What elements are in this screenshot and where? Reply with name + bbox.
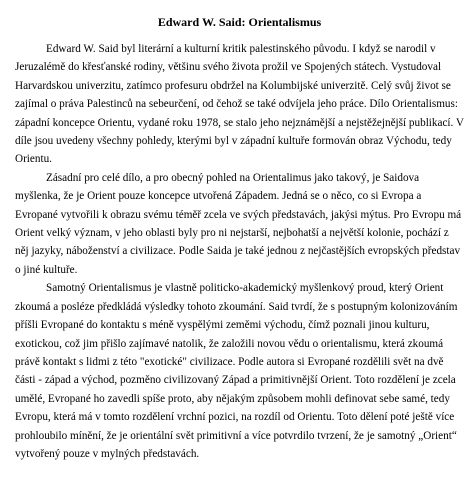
paragraph-1: Edward W. Said byl literární a kulturní kritik palestinského původu. I když se narodil v Jeruzalémě do křesťanské rodiny, většinu svého života prožil ve Spojených státech. Vystudoval Harvardskou univerzitu, zatímco profesuru obdržel na Kolumbijské univerzitě. Celý svůj život se zajímal o práva Palestinců na sebeurčení, od čehož se také odvíjela jeho práce. Dílo Orientalismus: západní koncepce Orientu, vydané roku 1978, se stalo jeho nejznámější a nejstěžejnější publikací. V díle jsou uvedeny všechny pohledy, kterými byl v západní kultuře formován obraz Východu, tedy Orientu.: [15, 43, 464, 166]
document-title: Edward W. Said: Orientalismus: [157, 15, 322, 29]
paragraph-3: Samotný Orientalismus je vlastně politicko-akademický myšlenkový proud, který Orient zkoumá a posléze předkládá výsledky tohoto zkoumání. Said tvrdí, že s postupným kolonizováním příšli Evropané do kontaktu s méně vyspělými zeměmi východu, čímž poznali jinou kulturu, exotickou, což jim přišlo zajímavé natolik, že založili novou vědu o orientalismu, která zkoumá právě kontakt s lidmi z této "exotické" civilizace. Podle autora si Evropané rozdělili svět na dvě části - západ a východ, pozměno civilizovaný Západ a primitivnější Orient. Toto rozdělení je zcela umělé, Evropané ho zavedli spíše proto, aby nějakým způsobem mohli definovat sebe samé, tedy Evropu, která má v tomto rozdělení vrchní pozici, na rozdíl od Orientu. Toto dělení poté ještě více prohloubilo mínění, že je orientální svět primitivní a více potvrdilo tvrzení, že je samotný „Orient“ vytvořený pouze v mylných představách.: [15, 282, 458, 460]
paragraph-2: Zásadní pro celé dílo, a pro obecný pohled na Orientalimus jako takový, je Saidova myšlenka, že je Orient pouze koncepce utvořená Západem. Jedná se o něco, co si Evropa a Evropané vytvořili k obrazu svému téměř zcela ve svých představách, jakýsi mýtus. Pro Evropu má Orient velký význam, v jeho oblasti byly pro ni nejstarší, nejbohatší a největší kolonie, pochází z něj jazyky, náboženství a civilizace. Podle Saida je také jednou z nejčastějších evropských představ o jiné kultuře.: [15, 171, 462, 276]
